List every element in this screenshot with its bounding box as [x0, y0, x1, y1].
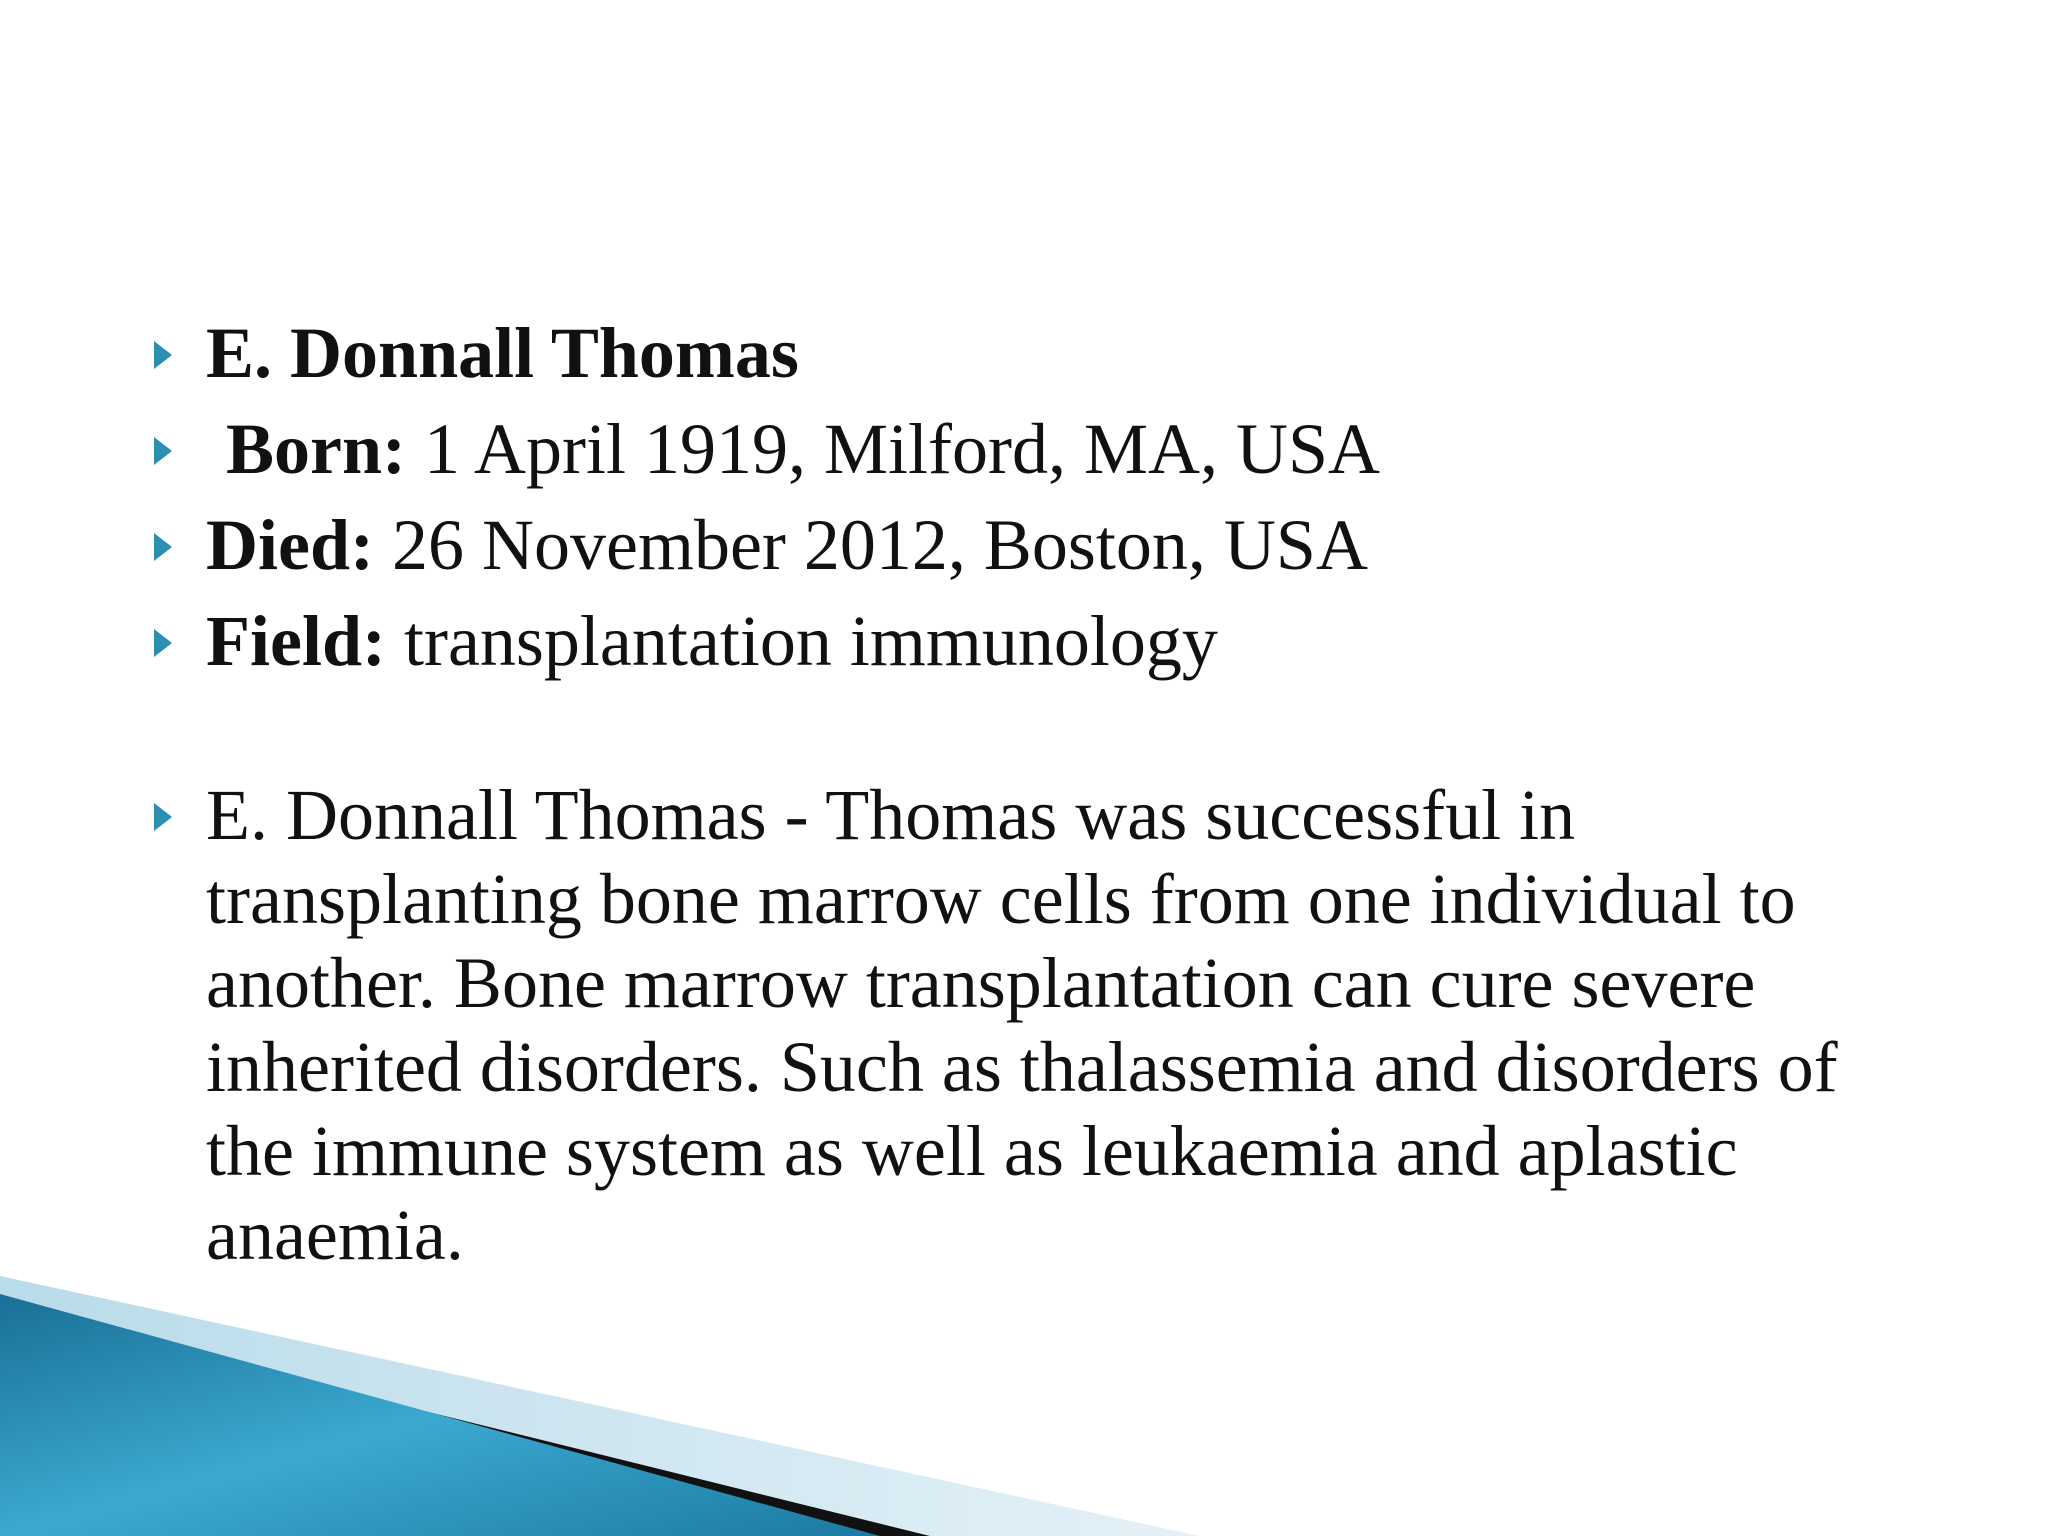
- bullet-born: [148, 401, 1948, 497]
- bullet-field: [148, 593, 1948, 689]
- field-label: Field:: [206, 601, 386, 681]
- field-value: transplantation immunology: [403, 601, 1218, 681]
- died-value: 26 November 2012, Boston, USA: [391, 505, 1368, 585]
- bullet-description: [148, 773, 1948, 1277]
- triangle-bullet-icon: [154, 629, 172, 657]
- triangle-bullet-icon: [154, 341, 172, 369]
- bullet-died: [148, 497, 1948, 593]
- born-label: Born:: [226, 409, 406, 489]
- triangle-bullet-icon: [154, 437, 172, 465]
- blue-swoosh-decoration: [0, 1276, 2048, 1536]
- born-value: 1 April 1919, Milford, MA, USA: [424, 409, 1381, 489]
- person-name: E. Donnall Thomas: [206, 313, 799, 393]
- slide-content: [148, 305, 1948, 1277]
- bullet-list: [148, 305, 1948, 1277]
- triangle-bullet-icon: [154, 803, 172, 831]
- triangle-bullet-icon: [154, 533, 172, 561]
- bullet-name: [148, 305, 1948, 401]
- died-label: Died:: [206, 505, 374, 585]
- description-paragraph: E. Donnall Thomas - Thomas was successful in transplanting bone marrow cells from one individual to another. Bone marrow transplantation can cure severe inherited disorders. Such as thalassemia and disorders of the immune system as well as leukaemia and aplastic anaemia.: [206, 775, 1838, 1275]
